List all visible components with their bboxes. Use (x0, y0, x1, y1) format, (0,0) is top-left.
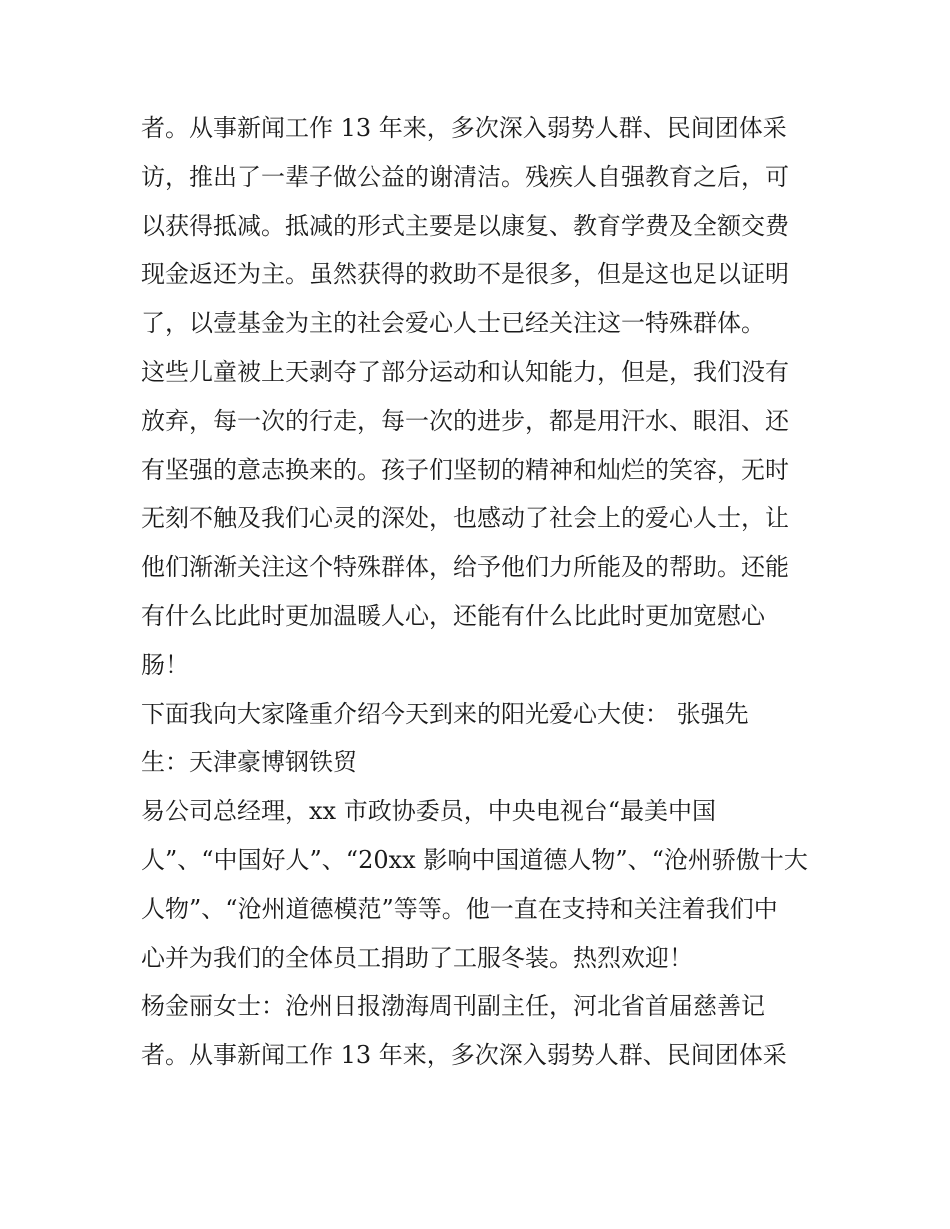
text-line-3: 以获得抵减。抵减的形式主要是以康复、教育学费及全额交费 (141, 211, 789, 240)
text-line-7: 放弃，每一次的行走，每一次的进步，都是用汗水、眼泪、还 (141, 406, 789, 435)
text-line-1: 者。从事新闻工作 13 年来，多次深入弱势人群、民间团体采 (141, 114, 787, 142)
text-line-17: 人物”、“沧州道德模范”等等。他一直在支持和关注着我们中 (141, 894, 778, 923)
text-line-5: 了，以壹基金为主的社会爱心人士已经关注这一特殊群体。 (141, 309, 765, 338)
text-line-4: 现金返还为主。虽然获得的救助不是很多，但是这也足以证明 (141, 260, 789, 289)
text-line-14: 生：天津豪博钢铁贸 (141, 748, 357, 777)
text-line-18: 心并为我们的全体员工捐助了工服冬装。热烈欢迎！ (141, 943, 693, 972)
text-line-10: 他们渐渐关注这个特殊群体，给予他们力所能及的帮助。还能 (141, 553, 789, 582)
text-line-20: 者。从事新闻工作 13 年来，多次深入弱势人群、民间团体采 (141, 1041, 787, 1070)
text-line-12: 肠！ (141, 650, 189, 679)
text-line-2: 访，推出了一辈子做公益的谢清洁。残疾人自强教育之后，可 (141, 162, 789, 191)
text-line-11: 有什么比此时更加温暖人心，还能有什么比此时更加宽慰心 (141, 601, 765, 630)
text-line-9: 无刻不触及我们心灵的深处，也感动了社会上的爱心人士，让 (141, 504, 789, 533)
text-line-16: 人”、“中国好人”、“20xx 影响中国道德人物”、“沧州骄傲十大 (141, 845, 808, 874)
text-line-15: 易公司总经理，xx 市政协委员，中央电视台“最美中国 (141, 797, 716, 826)
text-line-13: 下面我向大家隆重介绍今天到来的阳光爱心大使： 张强先 (141, 699, 749, 728)
text-line-6: 这些儿童被上天剥夺了部分运动和认知能力，但是，我们没有 (141, 357, 789, 386)
text-line-19: 杨金丽女士：沧州日报渤海周刊副主任，河北省首届慈善记 (141, 992, 765, 1021)
body-text (141, 104, 821, 1080)
text-line-8: 有坚强的意志换来的。孩子们坚韧的精神和灿烂的笑容，无时 (141, 455, 789, 484)
